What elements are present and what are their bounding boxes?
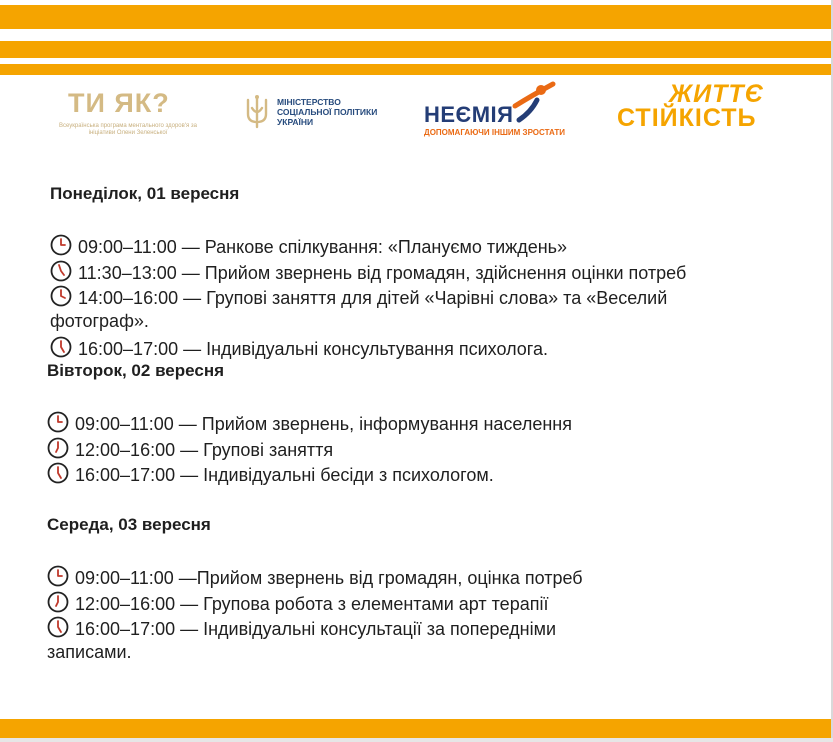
clock-icon [50, 336, 72, 363]
day-heading-monday: Понеділок, 01 вересня [50, 184, 240, 203]
schedule-item [47, 616, 556, 643]
day-heading-wednesday: Середа, 03 вересня [47, 515, 211, 534]
schedule-item [47, 411, 572, 438]
neemia-logo-tagline: ДОПОМАГАЮЧИ ІНШИМ ЗРОСТАТИ [424, 128, 565, 137]
schedule-item [50, 234, 567, 261]
clock-icon [47, 616, 69, 643]
schedule-item-continuation: записами. [47, 642, 132, 662]
schedule-item-text: 12:00–16:00 — Групові заняття [75, 440, 334, 460]
header-stripe-1 [0, 5, 831, 29]
clock-icon [50, 260, 72, 287]
tyak-logo-title: ТИ ЯК? [68, 88, 170, 118]
schedule-item [47, 565, 583, 592]
schedule-item-text: 16:00–17:00 — Індивідуальні консультування психолога. [78, 339, 548, 359]
schedule-item-continuation: фотограф». [50, 311, 149, 331]
footer-stripe [0, 719, 831, 738]
zhyttia-logo-line-1: ЖИТТЄ [669, 80, 764, 108]
zhyttia-logo-line-2: СТІЙКІСТЬ [617, 104, 757, 132]
schedule-item-text: 16:00–17:00 — Індивідуальні бесіди з психологом. [75, 465, 494, 485]
schedule-item [50, 336, 548, 363]
zhyttia-stiykist-logo [617, 80, 787, 136]
schedule-item-text: 14:00–16:00 — Групові заняття для дітей «Чарівні слова» та «Веселий [78, 288, 668, 308]
clock-icon [50, 285, 72, 312]
schedule-item-text: 12:00–16:00 — Групова робота з елементами арт терапії [75, 594, 549, 614]
schedule-item [50, 260, 686, 287]
schedule-item-text: 09:00–11:00 —Прийом звернень від громадян, оцінка потреб [75, 568, 583, 588]
tyak-logo-subtitle: Всеукраїнська програма ментального здоров'я за ініціативи Олени Зеленської [59, 123, 197, 136]
ministry-line-3: УКРАЇНИ [277, 117, 314, 127]
schedule-item [50, 285, 667, 312]
header-stripe-2 [0, 41, 831, 58]
clock-icon [47, 437, 69, 464]
clock-icon [47, 565, 69, 592]
schedule-item [47, 437, 333, 464]
schedule-item-text: 16:00–17:00 — Індивідуальні консультації за попередніми [75, 619, 557, 639]
ministry-line-2: СОЦІАЛЬНОЇ ПОЛІТИКИ [277, 107, 378, 117]
clock-icon [50, 234, 72, 261]
neemia-logo [423, 80, 563, 140]
ministry-logo-text [277, 97, 377, 127]
frame-bottom-border [0, 738, 833, 742]
clock-icon [47, 462, 69, 489]
clock-icon [47, 411, 69, 438]
header-stripe-3 [0, 64, 831, 75]
day-heading-tuesday: Вівторок, 02 вересня [47, 361, 225, 380]
clock-icon [47, 591, 69, 618]
ministry-logo [243, 94, 383, 130]
neemia-logo-name: НЕЄМІЯ [424, 102, 514, 127]
schedule-item [47, 462, 494, 489]
schedule-item-text: 09:00–11:00 — Прийом звернень, інформування населення [75, 414, 572, 434]
schedule-item-text: 11:30–13:00 — Прийом звернень від громадян, здійснення оцінки потреб [78, 263, 687, 283]
schedule-item-text: 09:00–11:00 — Ранкове спілкування: «Плануємо тиждень» [78, 237, 568, 257]
trident-icon [243, 94, 271, 130]
schedule-item [47, 591, 548, 618]
running-figure-icon [511, 80, 559, 126]
tyak-logo [52, 88, 204, 140]
ministry-line-1: МІНІСТЕРСТВО [277, 97, 341, 107]
